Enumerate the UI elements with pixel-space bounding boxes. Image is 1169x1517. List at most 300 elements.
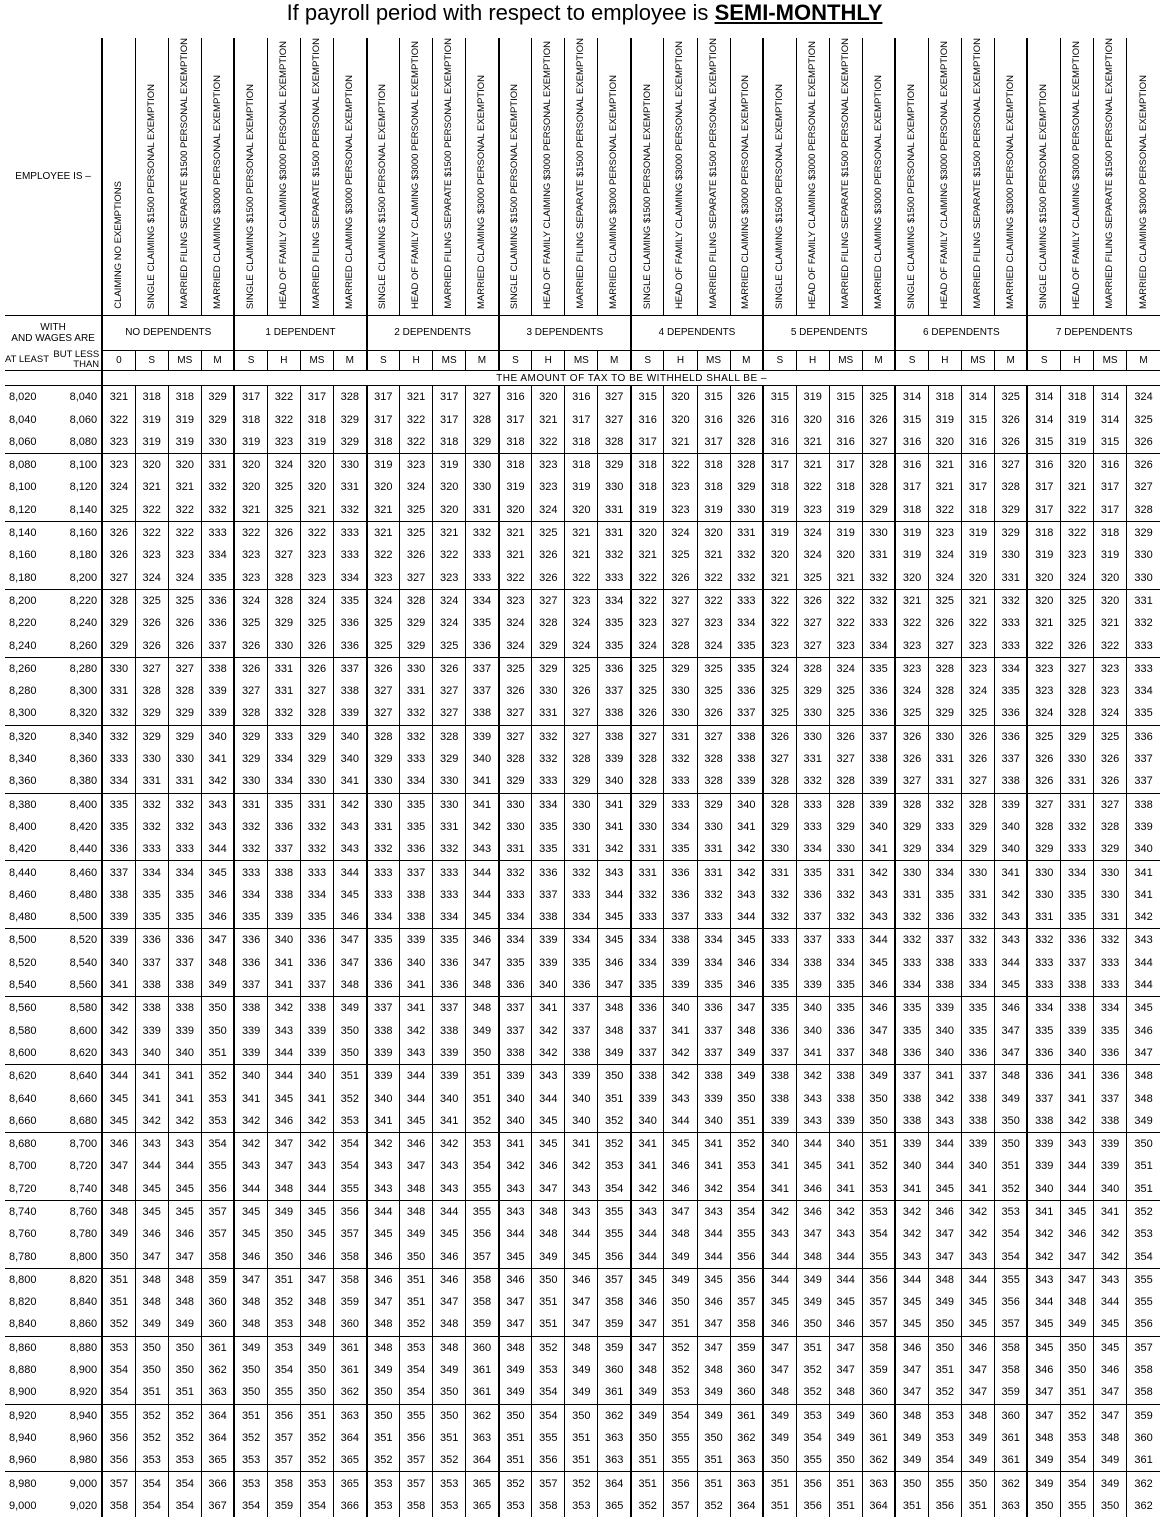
tax-amount: 324 [697, 634, 730, 657]
tax-amount: 357 [1127, 1336, 1160, 1359]
wage-less-than: 8,820 [69, 1273, 98, 1286]
tax-amount: 339 [499, 1065, 532, 1088]
tax-amount: 350 [1027, 1495, 1060, 1517]
tax-amount: 317 [1094, 499, 1127, 522]
tax-amount: 337 [135, 952, 168, 974]
tax-amount: 323 [631, 612, 664, 634]
tax-amount: 351 [829, 1495, 862, 1517]
tax-amount: 323 [763, 634, 796, 657]
tax-amount: 332 [1027, 929, 1060, 952]
tax-amount: 353 [201, 1110, 234, 1133]
tax-amount: 341 [895, 1178, 928, 1201]
tax-amount: 320 [1061, 454, 1094, 477]
tax-amount: 350 [367, 1404, 400, 1427]
tax-amount: 322 [532, 431, 565, 454]
tax-amount: 334 [499, 906, 532, 929]
tax-amount: 346 [565, 1268, 598, 1291]
tax-amount: 357 [532, 1472, 565, 1495]
tax-amount: 339 [565, 1065, 598, 1088]
tax-amount: 317 [829, 454, 862, 477]
tax-amount: 330 [631, 816, 664, 838]
tax-amount: 355 [1127, 1291, 1160, 1313]
tax-amount: 364 [862, 1495, 895, 1517]
tax-amount: 326 [1127, 454, 1160, 477]
tax-amount: 350 [333, 1019, 366, 1041]
tax-amount: 329 [763, 816, 796, 838]
tax-amount: 324 [631, 634, 664, 657]
tax-amount: 335 [1127, 702, 1160, 725]
tax-amount: 346 [763, 1313, 796, 1336]
column-header-g2-c0 [367, 38, 400, 315]
tax-amount: 350 [994, 1132, 1027, 1155]
tax-amount: 330 [796, 725, 829, 748]
dependents-group-label: 4 DEPENDENTS [631, 315, 763, 350]
column-header-label: MARRIED CLAIMING $3000 PERSONAL EXEMPTION [1004, 74, 1016, 309]
tax-amount: 336 [267, 816, 300, 838]
tax-amount: 354 [168, 1495, 201, 1517]
tax-amount: 362 [1127, 1495, 1160, 1517]
dependents-group-label: 2 DEPENDENTS [367, 315, 499, 350]
tax-amount: 343 [994, 929, 1027, 952]
tax-amount: 353 [400, 1336, 433, 1359]
tax-amount: 320 [664, 408, 697, 430]
tax-amount: 327 [300, 680, 333, 702]
tax-amount: 333 [300, 861, 333, 884]
table-row [5, 408, 1160, 430]
tax-amount: 342 [367, 1132, 400, 1155]
status-code: M [466, 350, 499, 371]
tax-amount: 328 [928, 657, 961, 680]
tax-amount: 320 [1027, 589, 1060, 612]
tax-amount: 322 [135, 521, 168, 544]
tax-amount: 338 [168, 997, 201, 1020]
tax-amount: 336 [367, 974, 400, 997]
tax-amount: 325 [796, 567, 829, 590]
tax-amount: 323 [267, 431, 300, 454]
tax-amount: 350 [234, 1381, 267, 1404]
tax-amount: 336 [862, 680, 895, 702]
tax-amount: 323 [928, 521, 961, 544]
tax-amount: 336 [102, 838, 135, 861]
tax-amount: 348 [598, 997, 631, 1020]
tax-amount: 348 [400, 1200, 433, 1223]
tax-amount: 350 [961, 1472, 994, 1495]
tax-amount: 338 [400, 884, 433, 906]
tax-amount: 328 [1061, 702, 1094, 725]
wage-at-least: 8,100 [9, 481, 37, 494]
wage-at-least: 8,780 [5, 1245, 53, 1268]
column-header-label: HEAD OF FAMILY CLAIMING $3000 PERSONAL EXEMPTION [806, 40, 818, 309]
tax-amount: 359 [466, 1313, 499, 1336]
tax-amount: 336 [598, 657, 631, 680]
tax-amount: 337 [565, 997, 598, 1020]
tax-amount: 347 [829, 1336, 862, 1359]
tax-amount: 342 [730, 838, 763, 861]
table-row [5, 1178, 1160, 1201]
tax-amount: 328 [532, 612, 565, 634]
tax-amount: 328 [862, 454, 895, 477]
tax-amount: 356 [994, 1291, 1027, 1313]
tax-amount: 353 [433, 1472, 466, 1495]
tax-amount: 347 [135, 1245, 168, 1268]
tax-amount: 346 [102, 1132, 135, 1155]
tax-amount: 352 [234, 1427, 267, 1449]
tax-amount: 357 [267, 1427, 300, 1449]
tax-amount: 351 [598, 1087, 631, 1109]
wage-at-least: 8,020 [9, 391, 37, 404]
tax-amount: 346 [168, 1223, 201, 1245]
column-header-g4-c3 [730, 38, 763, 315]
tax-amount: 353 [1127, 1223, 1160, 1245]
tax-amount: 338 [532, 906, 565, 929]
tax-amount: 337 [466, 680, 499, 702]
column-header-g2-c1 [400, 38, 433, 315]
wage-at-least: 8,860 [9, 1341, 37, 1354]
wage-at-least: 8,140 [9, 527, 37, 540]
wage-less-than: 8,360 [69, 753, 98, 766]
tax-amount: 345 [168, 1200, 201, 1223]
tax-amount: 360 [201, 1291, 234, 1313]
tax-amount: 343 [994, 906, 1027, 929]
tax-amount: 333 [565, 884, 598, 906]
tax-amount: 335 [664, 838, 697, 861]
tax-amount: 323 [532, 454, 565, 477]
tax-amount: 343 [333, 816, 366, 838]
tax-amount: 327 [994, 454, 1027, 477]
tax-amount: 327 [499, 702, 532, 725]
tax-amount: 331 [994, 567, 1027, 590]
tax-amount: 326 [135, 612, 168, 634]
tax-amount: 337 [862, 725, 895, 748]
tax-amount: 340 [300, 1065, 333, 1088]
tax-amount: 321 [102, 386, 135, 409]
tax-amount: 326 [168, 634, 201, 657]
tax-table [5, 38, 1160, 1517]
table-row [5, 974, 1160, 997]
tax-amount: 335 [796, 861, 829, 884]
tax-amount: 337 [598, 680, 631, 702]
tax-amount: 335 [829, 974, 862, 997]
tax-amount: 352 [102, 1313, 135, 1336]
tax-amount: 346 [730, 974, 763, 997]
tax-amount: 317 [234, 386, 267, 409]
tax-amount: 350 [763, 1449, 796, 1472]
tax-amount: 323 [532, 476, 565, 498]
tax-amount: 343 [565, 1178, 598, 1201]
tax-amount: 338 [598, 702, 631, 725]
tax-amount: 330 [400, 657, 433, 680]
tax-amount: 360 [466, 1336, 499, 1359]
tax-amount: 330 [234, 770, 267, 793]
tax-amount: 325 [400, 521, 433, 544]
tax-amount: 338 [367, 1019, 400, 1041]
tax-amount: 323 [367, 567, 400, 590]
tax-amount: 318 [895, 499, 928, 522]
tax-amount: 323 [565, 589, 598, 612]
tax-amount: 354 [234, 1495, 267, 1517]
tax-amount: 328 [433, 725, 466, 748]
tax-amount: 319 [763, 521, 796, 544]
tax-amount: 330 [433, 770, 466, 793]
status-code: S [763, 350, 796, 371]
tax-amount: 326 [234, 634, 267, 657]
tax-amount: 341 [1127, 861, 1160, 884]
tax-amount: 337 [234, 974, 267, 997]
tax-amount: 364 [333, 1427, 366, 1449]
tax-amount: 335 [862, 657, 895, 680]
tax-amount: 353 [565, 1495, 598, 1517]
tax-amount: 348 [102, 1200, 135, 1223]
tax-amount: 345 [895, 1291, 928, 1313]
tax-amount: 338 [829, 1065, 862, 1088]
tax-amount: 328 [763, 793, 796, 816]
tax-amount: 318 [1061, 386, 1094, 409]
tax-amount: 322 [1027, 634, 1060, 657]
column-header-g7-c3 [1127, 38, 1160, 315]
tax-amount: 331 [598, 521, 631, 544]
tax-amount: 315 [961, 408, 994, 430]
tax-amount: 322 [1094, 634, 1127, 657]
wage-at-least: 8,700 [9, 1160, 37, 1173]
tax-amount: 340 [499, 1110, 532, 1133]
tax-amount: 345 [234, 1223, 267, 1245]
tax-amount: 364 [466, 1449, 499, 1472]
tax-amount: 332 [730, 544, 763, 566]
tax-amount: 352 [433, 1449, 466, 1472]
tax-amount: 348 [333, 974, 366, 997]
tax-amount: 329 [168, 702, 201, 725]
tax-amount: 321 [433, 521, 466, 544]
wage-less-than: 8,540 [69, 956, 98, 969]
tax-amount: 358 [333, 1268, 366, 1291]
tax-amount: 339 [598, 748, 631, 770]
tax-amount: 344 [499, 1223, 532, 1245]
tax-amount: 347 [565, 1313, 598, 1336]
tax-amount: 334 [367, 906, 400, 929]
tax-amount: 322 [796, 476, 829, 498]
tax-amount: 318 [499, 431, 532, 454]
tax-amount: 343 [1094, 1268, 1127, 1291]
wage-at-least: 8,600 [5, 1042, 53, 1065]
table-row [5, 838, 1160, 861]
table-row [5, 884, 1160, 906]
tax-amount: 323 [961, 657, 994, 680]
tax-amount: 316 [1094, 454, 1127, 477]
tax-amount: 361 [333, 1336, 366, 1359]
column-header-label: HEAD OF FAMILY CLAIMING $3000 PERSONAL EXEMPTION [938, 40, 950, 309]
tax-amount: 322 [1061, 521, 1094, 544]
tax-amount: 341 [1094, 1200, 1127, 1223]
tax-amount: 346 [466, 929, 499, 952]
tax-amount: 342 [961, 1223, 994, 1245]
tax-amount: 327 [102, 567, 135, 590]
tax-amount: 344 [532, 1087, 565, 1109]
column-header-g3-c1 [532, 38, 565, 315]
tax-amount: 340 [928, 1019, 961, 1041]
tax-amount: 348 [102, 1178, 135, 1201]
tax-amount: 345 [961, 1313, 994, 1336]
tax-amount: 346 [928, 1200, 961, 1223]
tax-amount: 340 [862, 816, 895, 838]
tax-amount: 331 [1027, 906, 1060, 929]
tax-amount: 322 [367, 544, 400, 566]
tax-amount: 318 [1027, 521, 1060, 544]
tax-amount: 348 [829, 1381, 862, 1404]
tax-amount: 340 [1094, 1178, 1127, 1201]
tax-amount: 325 [102, 499, 135, 522]
tax-amount: 345 [895, 1313, 928, 1336]
wage-at-least: 8,320 [9, 730, 37, 743]
tax-amount: 330 [763, 838, 796, 861]
tax-amount: 347 [1027, 1381, 1060, 1404]
wage-less-than: 8,240 [69, 617, 98, 630]
column-header-row [5, 38, 1160, 315]
tax-amount: 354 [102, 1359, 135, 1381]
tax-amount: 351 [730, 1110, 763, 1133]
tax-amount: 356 [102, 1449, 135, 1472]
tax-amount: 330 [300, 770, 333, 793]
tax-amount: 360 [730, 1359, 763, 1381]
tax-amount: 353 [234, 1472, 267, 1495]
tax-amount: 330 [730, 499, 763, 522]
column-header-label: SINGLE CLAIMING $1500 PERSONAL EXEMPTION [509, 83, 521, 309]
tax-amount: 348 [300, 1313, 333, 1336]
tax-amount: 315 [763, 386, 796, 409]
tax-amount: 351 [994, 1155, 1027, 1177]
tax-amount: 339 [631, 1087, 664, 1109]
tax-amount: 347 [1094, 1381, 1127, 1404]
tax-amount: 352 [664, 1359, 697, 1381]
tax-amount: 347 [565, 1291, 598, 1313]
tax-amount: 330 [367, 793, 400, 816]
tax-amount: 341 [400, 997, 433, 1020]
tax-amount: 338 [730, 725, 763, 748]
tax-amount: 330 [135, 748, 168, 770]
tax-amount: 333 [367, 861, 400, 884]
tax-amount: 354 [730, 1178, 763, 1201]
tax-amount: 322 [961, 612, 994, 634]
tax-amount: 325 [532, 521, 565, 544]
tax-amount: 355 [1127, 1268, 1160, 1291]
tax-amount: 342 [267, 997, 300, 1020]
tax-amount: 320 [895, 567, 928, 590]
tax-amount: 333 [499, 884, 532, 906]
tax-amount: 332 [433, 838, 466, 861]
tax-amount: 345 [928, 1178, 961, 1201]
tax-amount: 349 [201, 974, 234, 997]
tax-amount: 345 [400, 1110, 433, 1133]
tax-amount: 330 [994, 544, 1027, 566]
tax-amount: 348 [433, 1313, 466, 1336]
tax-amount: 347 [1061, 1268, 1094, 1291]
tax-amount: 354 [1127, 1245, 1160, 1268]
tax-amount: 339 [697, 1087, 730, 1109]
tax-amount: 342 [1127, 906, 1160, 929]
tax-amount: 319 [961, 521, 994, 544]
tax-amount: 351 [499, 1449, 532, 1472]
tax-amount: 354 [400, 1381, 433, 1404]
table-row [5, 793, 1160, 816]
tax-amount: 318 [829, 476, 862, 498]
wage-at-least: 8,180 [5, 567, 53, 590]
tax-amount: 325 [267, 499, 300, 522]
tax-amount: 342 [532, 1019, 565, 1041]
table-row [5, 997, 1160, 1020]
tax-amount: 349 [697, 1404, 730, 1427]
column-header-g5-c2 [829, 38, 862, 315]
tax-amount: 341 [1061, 1065, 1094, 1088]
tax-amount: 353 [333, 1110, 366, 1133]
tax-amount: 362 [201, 1359, 234, 1381]
tax-amount: 324 [1127, 386, 1160, 409]
table-row [5, 1042, 1160, 1065]
tax-amount: 350 [433, 1381, 466, 1404]
tax-amount: 328 [631, 748, 664, 770]
tax-amount: 362 [730, 1427, 763, 1449]
tax-amount: 357 [102, 1472, 135, 1495]
status-code: M [598, 350, 631, 371]
tax-amount: 347 [928, 1245, 961, 1268]
tax-amount: 327 [763, 748, 796, 770]
tax-amount: 340 [102, 952, 135, 974]
wage-at-least: 8,240 [5, 634, 53, 657]
tax-amount: 321 [532, 408, 565, 430]
tax-amount: 334 [433, 906, 466, 929]
tax-amount: 331 [928, 770, 961, 793]
tax-amount: 347 [267, 1132, 300, 1155]
tax-amount: 333 [730, 589, 763, 612]
tax-amount: 323 [234, 567, 267, 590]
tax-amount: 330 [796, 702, 829, 725]
tax-amount: 350 [367, 1381, 400, 1404]
tax-amount: 334 [532, 793, 565, 816]
wage-less-than: 8,740 [53, 1178, 102, 1201]
tax-amount: 359 [267, 1495, 300, 1517]
tax-amount: 326 [565, 680, 598, 702]
table-row [5, 1132, 1160, 1155]
tax-amount: 327 [664, 589, 697, 612]
tax-amount: 325 [1061, 612, 1094, 634]
tax-amount: 316 [631, 408, 664, 430]
tax-amount: 345 [333, 884, 366, 906]
column-header-label: HEAD OF FAMILY CLAIMING $3000 PERSONAL EXEMPTION [410, 40, 422, 309]
tax-amount: 352 [267, 1291, 300, 1313]
tax-amount: 334 [1027, 997, 1060, 1020]
tax-amount: 333 [466, 544, 499, 566]
table-row [5, 521, 1160, 544]
tax-amount: 338 [267, 884, 300, 906]
tax-amount: 328 [697, 770, 730, 793]
tax-amount: 339 [895, 1132, 928, 1155]
tax-amount: 348 [234, 1313, 267, 1336]
wage-at-least: 8,200 [9, 594, 37, 607]
column-header-g7-c2 [1094, 38, 1127, 315]
tax-amount: 348 [135, 1291, 168, 1313]
tax-amount: 339 [234, 1019, 267, 1041]
tax-amount: 345 [532, 1132, 565, 1155]
wage-at-least: 8,120 [5, 499, 53, 522]
tax-amount: 344 [829, 1245, 862, 1268]
tax-amount: 341 [763, 1178, 796, 1201]
tax-amount: 317 [961, 476, 994, 498]
tax-amount: 351 [367, 1427, 400, 1449]
tax-amount: 328 [466, 408, 499, 430]
dependents-group-label: 7 DEPENDENTS [1027, 315, 1160, 350]
tax-amount: 329 [168, 725, 201, 748]
tax-amount: 319 [499, 476, 532, 498]
tax-amount: 353 [862, 1200, 895, 1223]
tax-amount: 351 [466, 1087, 499, 1109]
